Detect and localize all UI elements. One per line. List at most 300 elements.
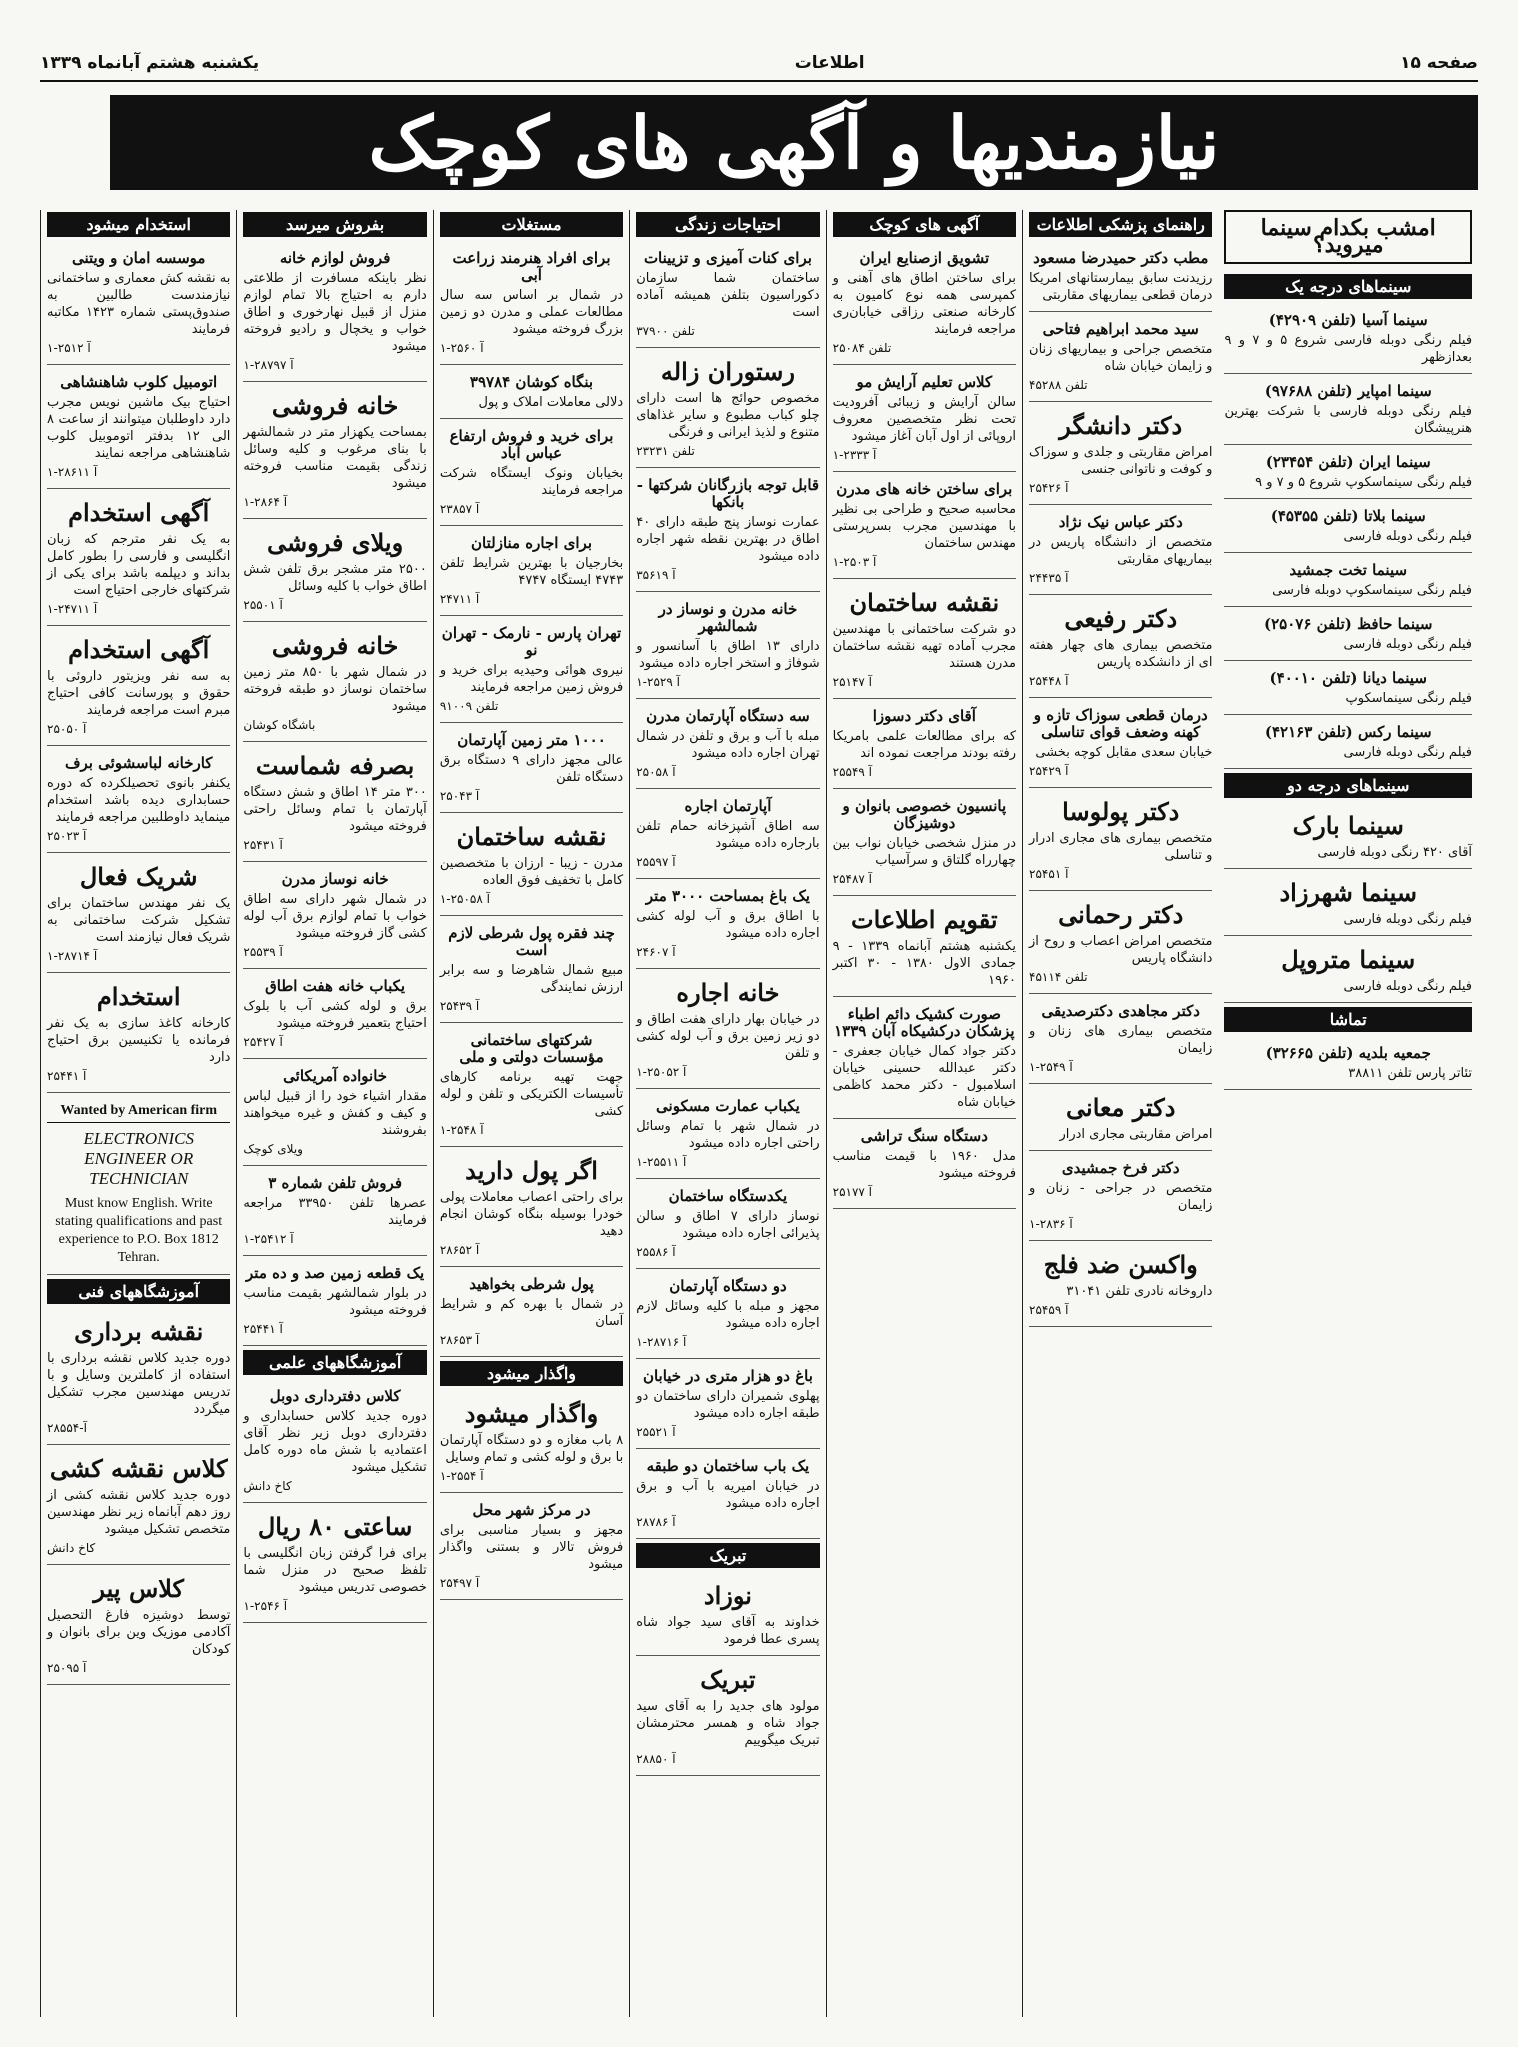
column-medical-guide [1022,210,1218,2017]
ad-code: ویلای کوچک [243,1142,303,1156]
ad-body: فیلم رنگی سینماسکوپ شروع ۵ و ۷ و ۹ [1255,475,1473,490]
ad-code: ۲۵۰۹۵ آ [47,1661,87,1675]
ads-list [440,245,623,1357]
ad-body: ۲۵۰۰ متر مشجر برق تلفن شش اطاق خواب با کلیه وسائل [243,562,427,594]
ad-title: تبریک [700,1665,756,1694]
classified-ad [440,817,623,916]
classified-ad [636,352,819,468]
ad-body: در شمال شهر دارای سه اطاق خواب با تمام لوازم برق آب لوله کشی گاز فروخته میشود [243,892,427,941]
ad-body: امراض مقاربتی مجاری ادرار [1059,1127,1213,1142]
column-cinemas [1218,210,1478,2017]
classified-ad [243,1063,426,1166]
classified-ad [833,703,1016,789]
ad-title: صورت کشیک دائم اطباء پزشکان درکشیکاه آبان ۱۳۳۹ [834,1005,1015,1040]
ad-title: سینما تخت جمشید [1289,561,1408,579]
classified-ad [1029,998,1212,1084]
ad-code: ۲۵۵۹۷ آ [636,855,676,869]
ad-body: مقدار اشیاء خود را از قبیل لباس و کیف و کفش و غیره میخواهند بفروشند [243,1089,427,1138]
ad-code: ۲۴۶۰۷ آ [636,945,676,959]
ad-body: بخیابان ونوک ایستگاه شرکت مراجعه فرمایند [439,466,624,498]
ad-title: برای افراد هنرمند زراعت آبی [452,249,611,284]
classified-ad [440,1271,623,1357]
ad-body: عصرها تلفن ۳۳۹۵۰ مراجعه فرمایند [243,1196,427,1228]
ad-body: در بلوار شمالشهر بقیمت مناسب فروخته میشود [243,1286,427,1318]
ad-title: دکتر دانشگر [1059,411,1183,440]
ad-title: شرکتهای ساختمانی مؤسسات دولتی و ملی [459,1031,604,1066]
ad-body: مجهز و مبله با کلیه وسائل لازم اجاره داده میشود [636,1299,820,1331]
english-ad [47,1097,230,1275]
ad-code: ۲۵۴۳۹ آ [439,999,480,1013]
ads-list [636,245,819,1539]
ad-code: ۲۵۰۲۳ آ [47,829,87,843]
classified-ad [1029,702,1212,788]
ad-title: دکتر معانی [1066,1093,1176,1122]
ad-body: عالی مجهز دارای ۹ دستگاه برق دستگاه تلفن [439,753,624,785]
classified-ad [636,1183,819,1269]
ad-body: دلالی معاملات املاک و پول [478,395,624,410]
ad-body: مدرن - زیبا - ارزان با متخصصین کامل با تخفیف فوق العاده [439,856,624,888]
ad-code: ۱-۲۵۴۸ آ [439,1123,484,1137]
classified-ad [243,1170,426,1256]
ads-list [833,245,1016,1209]
classified-ad [636,1273,819,1359]
ad-code: ۲۵۵۴۹ آ [832,765,873,779]
ad-title: تشویق ازصنایع ایران [859,249,990,267]
ad-title: خانه مدرن و نوساز در شمالشهر [658,600,798,635]
ad-title: ویلای فروشی [267,528,404,557]
ad-title: فروش لوازم خانه [279,249,391,267]
classified-ad [440,1027,623,1147]
classified-ad [243,523,426,622]
ads-list [243,245,426,1346]
ad-body: مدل ۱۹۶۰ با قیمت مناسب فروخته میشود [832,1149,1017,1181]
ad-body: با اطاق برق و آب لوله کشی اجاره داده میشود [636,909,820,941]
classified-ad [1029,792,1212,891]
ad-title: کارخانه لباسشوئی برف [64,754,213,772]
ad-code: ۲۴۷۱۱ آ [439,592,480,606]
ad-title: خانه فروشی [271,391,399,420]
ad-title: آگهی استخدام [68,498,210,527]
ad-title: دو دستگاه آپارتمان [669,1277,787,1295]
ad-body: خداوند به آقای سید جواد شاه پسری عطا فرمود [636,1615,820,1647]
ad-body: فیلم رنگی دوبله فارسی [1343,637,1473,652]
classified-ad [636,1576,819,1656]
ad-title: سینما رکس (تلفن ۴۲۱۶۳) [1264,723,1432,741]
classified-ad [47,1569,230,1685]
ad-title: واکسن ضد فلج [1043,1250,1198,1279]
ad-code: تلفن ۹۱۰۰۹ [439,699,499,713]
ad-body: دوره جدید کلاس نقشه برداری با استفاده از کاملترین وسایل و با تدریس مهندسین مجرب تشکیل میگردد [47,1351,231,1417]
ad-body: سالن آرایش و زیبائی آفرودیت تحت نظر متخصصین معروف اروپائی از اول آبان آغاز میشود [832,395,1017,444]
classified-ad [440,369,623,419]
ad-body: در منزل شخصی خیابان نواب بین چهارراه گلتاق و سرآسیاب [832,836,1017,868]
ad-title: در مرکز شهر محل [472,1501,591,1519]
ad-body: متخصص بیماری های مجاری ادرار و تناسلی [1029,831,1213,863]
column-heading: راهنمای پزشکی اطلاعات [1029,212,1212,237]
ad-code: ۲۵۰۵۸ آ [636,765,676,779]
classified-ad [47,1449,230,1565]
ad-title: درمان قطعی سوزاک تازه و کهنه وضعف قوای تناسلی [1033,706,1208,741]
ad-code: ۱-۲۴۷۱۱ آ [47,602,98,616]
ad-code: ۱-۲۵۰۵۲ آ [636,1065,687,1079]
classified-ad [1029,1088,1212,1151]
ad-body: که برای مطالعات علمی بامریکا رفته بودند مراجعت نموده اند [832,729,1017,761]
classified-ad [1224,503,1472,553]
ad-title: برای ساختن خانه های مدرن [836,480,1013,498]
ad-body: مبله با آب و برق و تلفن در شمال تهران اجاره داده میشود [636,729,820,761]
ad-body: نظر باینکه مسافرت از طلاعتی دارم به احتیاج بالا تمام لوازم منزل از قبیل نهارخوری و اطاق خواب و یخچال و رادیو فروخته میشود [243,271,427,354]
ads-list-2 [1224,806,1472,1003]
classified-ad [1224,1040,1472,1090]
classified-ad [833,1123,1016,1209]
ad-body: دوره جدید کلاس حسابداری و دفترداری دوبل زیر نظر آقای اعتمادیه با شش ماه دوره کامل تشکیل میشود [243,1409,427,1475]
classified-ad [243,386,426,519]
ad-code: تلفن ۳۷۹۰۰ [636,324,695,338]
ad-code: ۲۵۴۵۱ آ [1029,867,1069,881]
ad-title: خانه اجاره [676,978,780,1007]
ad-body: در شمال با بهره کم و شرایط آسان [439,1297,624,1329]
ad-body: متخصص از دانشگاه پاریس در بیماریهای مقاربتی [1029,535,1213,567]
ad-title: برای اجاره منازلتان [471,534,592,552]
classified-ad [47,1312,230,1445]
classified-ad [636,1660,819,1776]
ad-body: برای فرا گرفتن زبان انگلیسی با تلفظ صحیح در منزل شما خصوصی تدریس میشود [243,1546,427,1595]
ad-title: اتومبیل کلوب شاهنشاهی [60,373,218,391]
classified-ad [833,245,1016,365]
ad-title: نقشه ساختمان [849,588,1000,617]
newspaper-name: اطلاعات [794,53,865,73]
ad-title: استخدام [96,982,181,1011]
ad-body: دارای ۱۳ اطاق با آسانسور و شوفاژ و استخر اجاره داده میشود [636,639,820,671]
column-real-estate [433,210,629,2017]
ad-title: پانسیون خصوصی بانوان و دوشیزگان [842,797,1007,832]
ad-title: دستگاه سنگ تراشی [860,1127,988,1145]
ad-body: دوره جدید کلاس نقشه کشی از روز دهم آبانماه زیر نظر مهندسین متخصص تشکیل میشود [47,1488,231,1537]
ad-code: ۱-۲۵۰۳ آ [832,555,877,569]
ad-code: تلفن ۲۵۰۸۴ [832,341,892,355]
classified-ad [1224,940,1472,1003]
classified-ad [1224,873,1472,936]
ad-code: ۲۵۴۲۷ آ [243,1035,283,1049]
ad-body: جهت تهیه برنامه کارهای تأسیسات الکتریکی و تلفن و لوله کشی [439,1070,624,1119]
column-living-needs [629,210,825,2017]
classified-ad [440,245,623,365]
classified-ad [243,626,426,742]
ad-title: نقشه برداری [74,1317,204,1346]
ad-code: ۲۸۷۸۶ آ [636,1515,676,1529]
ad-code: ۱-۲۵۵۴ آ [439,1469,484,1483]
classified-ad [636,1093,819,1179]
ad-title: سینما بارک [1292,811,1404,840]
ad-code: ۱-۲۵۲۹ آ [636,675,680,689]
ad-code: ۲۵۱۷۷ آ [832,1185,873,1199]
ad-body: بمساحت یکهزار متر در شمالشهر با بنای مرغوب و کلیه وسائل زندگی بقیمت مناسب فروخته میشود [243,425,427,491]
classified-ad [833,900,1016,997]
ad-body: دو شرکت ساختمانی با مهندسین مجرب آماده تهیه نقشه ساختمان مدرن هستند [832,622,1017,671]
classified-ad [1029,406,1212,505]
classified-ad [47,245,230,365]
ad-title: باغ دو هزار متری در خیابان [642,1367,813,1385]
classified-ad [1029,316,1212,402]
ad-body: تئاتر پارس تلفن ۳۸۸۱۱ [1348,1066,1473,1081]
ad-title: آگهی استخدام [68,635,210,664]
ad-body: امراض مقاربتی و جلدی و سوزاک و کوفت و ناتوانی جنسی [1029,445,1213,477]
ad-body: کارخانه کاغذ سازی به یک نفر فرمانده یا تکنیسین برق احتیاج دارد [47,1016,231,1065]
ad-body: به یک نفر مترجم که زبان انگلیسی و فارسی را بطور کامل بداند و دیپلمه باشد برای یکی از شرکتهای خارجی احتیاج است [47,532,231,598]
issue-date: یکشنبه هشتم آبانماه ۱۳۳۹ [40,53,260,73]
ad-code: باشگاه کوشان [243,718,316,732]
ad-title: نقشه ساختمان [456,822,607,851]
classified-ad [440,727,623,813]
classified-ad [1224,719,1472,769]
ad-body: نیروی هوائی وحیدیه برای خرید و فروش زمین مراجعه فرمایند [439,663,624,695]
english-ad-header: Wanted by American firm [47,1102,230,1123]
classified-ad [1029,895,1212,994]
ad-body: برای راحتی اعصاب معاملات پولی خودرا بوسیله بنگاه کوشان انجام دهید [439,1190,624,1239]
column-heading: مستغلات [440,212,623,237]
ad-code: ۲۵۵۰۱ آ [243,598,283,612]
ad-title: کلاس دفترداری دوبل [269,1387,401,1405]
ad-body: متخصص در جراحی - زنان و زایمان [1029,1181,1213,1213]
ad-body: نوساز دارای ۷ اطاق و سالن پذیرائی اجاره داده میشود [636,1209,820,1241]
ad-body: فیلم رنگی سینماسکوپ [1345,691,1473,706]
ad-code: کاخ دانش [47,1541,96,1555]
ad-body: داروخانه نادری تلفن ۳۱۰۴۱ [1066,1284,1213,1299]
ad-code: ۲۵۴۹۷ آ [439,1576,480,1590]
ad-body: فیلم رنگی دوبله فارسی [1343,529,1473,544]
cinema-promo: امشب بکدام سینما میروید؟ [1224,210,1472,264]
ad-code: ۲۵۴۵۹ آ [1029,1303,1069,1317]
ads-list [1224,307,1472,769]
ad-title: بصرفه شماست [255,751,415,780]
ad-title: دکتر عباس نیک نژاد [1058,513,1183,531]
column-for-sale [236,210,432,2017]
ad-body: فیلم رنگی سینماسکوپ دوبله فارسی [1272,583,1473,598]
classified-ad [833,1001,1016,1119]
ads-list [1029,245,1212,1327]
classified-ad [47,630,230,746]
classified-ad [243,1260,426,1346]
ad-title: سه دستگاه آپارتمان مدرن [646,707,810,725]
ad-title: خانه فروشی [271,631,399,660]
classified-ad [1029,509,1212,595]
ad-title: یک قطعه زمین صد و ده متر [246,1264,425,1282]
ad-code: ۱-۲۵۱۲ آ [47,341,91,355]
ad-code: ۱-۲۵۴۹ آ [1029,1060,1073,1074]
ad-code: ۲۵۵۳۹ آ [243,945,283,959]
ad-code: ۱-۲۵۴۱۲ آ [243,1232,294,1246]
ad-body: متخصص امراض اعصاب و روح از دانشگاه پاریس [1029,934,1213,966]
ad-body: محاسبه صحیح و طراحی بی نظیر با مهندسین مجرب بسرپرستی مهندس ساختمان [832,502,1017,551]
ad-body: فیلم رنگی دوبله فارسی با شرکت بهترین هنرپیشگان [1224,404,1473,436]
ad-title: شریک فعال [79,862,198,891]
ad-code: ۲۴۴۳۵ آ [1029,571,1069,585]
ad-code: ۳۵۶۱۹ آ [636,568,676,582]
ad-body: ۳۰۰ متر ۱۴ اطاق و شش دستگاه آپارتمان با تمام وسائل راحتی فروخته میشود [243,785,427,834]
classified-ad [1224,449,1472,499]
ad-code: تلفن ۴۵۲۸۸ [1029,378,1088,392]
column-heading: بفروش میرسد [243,212,426,237]
ad-title: اگر پول دارید [465,1156,598,1185]
ad-body: توسط دوشیزه فارغ التحصیل آکادمی موزیک وین برای بانوان و کودکان [47,1608,231,1657]
classified-ad [440,1394,623,1493]
section-heading: سینماهای درجه دو [1224,773,1472,798]
ad-code: ۲۵۴۴۱ آ [47,1069,87,1083]
classified-ad [1224,557,1472,607]
ads-list [47,245,230,1093]
ad-code: ۲۸۸۵۰ آ [636,1752,676,1766]
classified-ad [1224,665,1472,715]
classified-ad [243,746,426,862]
ad-title: یک باغ بمساحت ۳۰۰۰ متر [645,887,810,905]
ad-body: رزیدنت سابق بیمارستانهای امریکا درمان قطعی بیماریهای مقاربتی [1029,271,1213,303]
ad-title: ساعتی ۸۰ ریال [257,1512,413,1541]
ad-body: ۸ باب مغازه و دو دستگاه آپارتمان با برق و لوله کشی و تمام وسایل [439,1433,624,1465]
classified-ad [833,369,1016,472]
header-rule [40,80,1478,82]
ad-body: مولود های جدید را به آقای سید جواد شاه و همسر محترمشان تبریک میگوییم [636,1699,820,1748]
classified-ad [1029,1155,1212,1241]
ad-code: ۱-۲۵۰۵۸ آ [439,892,490,906]
classified-ad [243,973,426,1059]
classified-ad [47,493,230,626]
ad-title: تهران پارس - نارمک - تهران نو [441,624,622,659]
ad-title: سید محمد ابراهیم فتاحی [1042,320,1199,338]
classified-ad [636,472,819,592]
classified-ad [636,1453,819,1539]
ad-code: ۱-۲۸۷۱۶ آ [636,1335,687,1349]
ad-body: یکشنبه هشتم آبانماه ۱۳۳۹ - ۹ جمادی الاول ۱۳۸۰ - ۳۰ اکتبر ۱۹۶۰ [832,939,1017,988]
classified-ad [440,620,623,723]
classified-ad [440,1151,623,1267]
classified-ad [1224,378,1472,445]
ad-body: متخصص بیماری های زنان و زایمان [1029,1024,1213,1056]
ad-title: یکباب عمارت مسکونی [656,1097,800,1115]
ad-body: متخصص بیماری های چهار هفته ای از دانشکده پاریس [1029,638,1213,670]
ad-body: در شمال شهر با تمام وسائل راحتی اجاره داده میشود [636,1119,820,1151]
ad-title: موسسه امان و ویتنی [71,249,206,267]
ad-body: مخصوص حوائج ها است دارای چلو کباب مطبوع و سایر غذاهای متنوع و لذیذ ایرانی و فرنگی [636,391,820,440]
ad-body: خیابان سعدی مقابل کوچه بخشی [1035,745,1213,760]
ad-code: ۱-۲۸۷۹۷ آ [243,358,294,372]
ad-body: فیلم رنگی دوبله فارسی [1343,979,1473,994]
ad-title: سینما دیانا (تلفن ۴۰۰۱۰) [1269,669,1427,687]
classified-ad [833,583,1016,699]
english-ad-body: Must know English. Write stating qualifications and past experience to P.O. Box 1812 Tehran. [55,1196,223,1265]
ad-code: ۲۵۰۴۳ آ [439,789,480,803]
ad-body: پهلوی شمیران دارای ساختمان دو طبقه اجاره داده میشود [636,1389,820,1421]
classified-ad [47,369,230,489]
ad-title: خانواده آمریکائی [283,1067,388,1085]
classified-ad [833,793,1016,896]
ad-code: ۲۵۵۸۶ آ [636,1245,676,1259]
classified-ad [1224,307,1472,374]
classified-ad [440,530,623,616]
classified-ad [833,476,1016,579]
column-small-ads [826,210,1022,2017]
ad-body: در خیابان بهار دارای هفت اطاق و دو زیر زمین برق و آب لوله کشی و تلفن [636,1012,820,1061]
section-heading: آموزشگاههای فنی [47,1279,230,1304]
ad-code: ۲۸۶۵۳ آ [439,1333,480,1347]
ad-title: کلاس نقشه کشی [49,1454,228,1483]
classified-ad [47,977,230,1093]
ad-title: فروش تلفن شماره ۳ [268,1174,402,1192]
ad-body: برق و لوله کشی آب با بلوک احتیاج بتعمیر فروخته میشود [243,999,427,1031]
ad-code: ۲۵۴۸۷ آ [832,872,873,886]
ad-title: بنگاه کوشان ۳۹۷۸۴ [469,373,594,391]
ad-code: ۱-۲۸۷۱۴ آ [47,949,98,963]
ad-body: یکنفر بانوی تحصیلکرده که دوره حسابداری دیده باشد استخدام مینماید داوطلبین مراجعه فرمایند [47,776,231,825]
ad-body: سه اطاق آشپزخانه حمام تلفن بارجاره داده میشود [636,819,820,851]
section-heading: آموزشگاههای علمی [243,1350,426,1375]
ad-title: تقویم اطلاعات [851,905,998,934]
section-heading: تبریک [636,1543,819,1568]
ads-list-2 [636,1576,819,1776]
section-heading: واگذار میشود [440,1361,623,1386]
ad-body: برای ساختن اطاق های آهنی و کمپرسی همه نوع کامیون به کارخانه صنعتی رزاقی خیابان‌ری مراجعه فرمایند [832,271,1017,337]
classified-ad [440,920,623,1023]
ad-title: واگذار میشود [464,1399,599,1428]
ad-title: دکتر فرخ جمشیدی [1061,1159,1180,1177]
ad-title: یک باب ساختمان دو طبقه [646,1457,810,1475]
ad-body: دکتر جواد کمال خیابان جعفری - دکتر عبدالله حسینی خیابان اسلامبول - دکتر محمد کاظمی خیابان شاه [832,1044,1017,1110]
ad-code: ۲۵۰۵۰ آ [47,722,87,736]
ad-body: فیلم رنگی دوبله فارسی شروع ۵ و ۷ و ۹ بعدازظهر [1224,333,1473,365]
ad-code: ۲۵۴۳۱ آ [243,838,283,852]
ad-code: ۲۸۶۵۲ آ [439,1243,480,1257]
ad-title: کلاس پیر [93,1574,184,1603]
classified-ad [1029,245,1212,312]
ad-code: ۱-۲۵۵۱۱ آ [636,1155,687,1169]
classified-ad [636,596,819,699]
ad-title: پول شرطی بخواهید [469,1275,594,1293]
column-heading: احتیاجات زندگی [636,212,819,237]
ad-title: مطب دکتر حمیدرضا مسعود [1033,249,1209,267]
ad-code: ۱-۲۸۶۱۱ آ [47,465,98,479]
ad-title: برای خرید و فروش ارتفاع عباس آباد [449,427,614,462]
classified-ad [636,245,819,348]
ad-title: سینما حافظ (تلفن ۲۵۰۷۶) [1264,615,1433,633]
ad-body: احتیاج بیک ماشین نویس مجرب دارد داوطلبان میتوانند از ساعت ۸ الی ۱۲ بدفتر اتوموبیل کلوب شاهنشاهی مراجعه نمایند [47,395,231,461]
ad-code: ۱-۲۸۳۶ آ [1029,1217,1073,1231]
ad-body: فیلم رنگی دوبله فارسی [1343,912,1473,927]
ads-list-3 [1224,1040,1472,1090]
classified-ad [636,883,819,969]
ads-list-2 [47,1312,230,1685]
ad-code: ۲۵۴۲۹ آ [1029,764,1069,778]
ad-title: سینما متروپل [1281,945,1416,974]
ad-body: یک نفر مهندس ساختمان برای تشکیل شرکت ساختمانی به شریک فعال نیازمند است [47,896,231,945]
ad-title: سینما امپایر (تلفن ۹۷۶۸۸) [1264,382,1432,400]
ad-code: تلفن ۲۳۲۳۱ [636,444,695,458]
ad-title: یکباب خانه هفت اطاق [265,977,406,995]
ad-code: تلفن ۴۵۱۱۴ [1029,970,1088,984]
ad-body: مجهز و بسیار مناسبی برای فروش تالار و بستنی واگذار میشود [439,1523,624,1572]
column-employment [40,210,236,2017]
ad-title: یکدستگاه ساختمان [668,1187,788,1205]
ad-body: بخارجیان با بهترین شرایط تلفن ۴۷۴۳ ایستگاه ۴۷۴۷ [439,556,624,588]
classified-ad [1224,806,1472,869]
column-heading: سینماهای درجه یک [1224,274,1472,299]
ad-title: دکتر رحمانی [1058,900,1184,929]
classified-ad [636,793,819,879]
ad-code: ۱-۲۳۳۳ آ [832,448,877,462]
ad-code: ۲۵۱۴۷ آ [832,675,873,689]
column-heading: استخدام میشود [47,212,230,237]
english-ad-title: ELECTRONICS ENGINEER OR TECHNICIAN [83,1129,194,1188]
ad-body: به سه نفر ویزیتور داروئی با حقوق و پورسانت کافی احتیاج مبرم است مراجعه فرمایند [47,669,231,718]
section-heading: تماشا [1224,1007,1472,1032]
